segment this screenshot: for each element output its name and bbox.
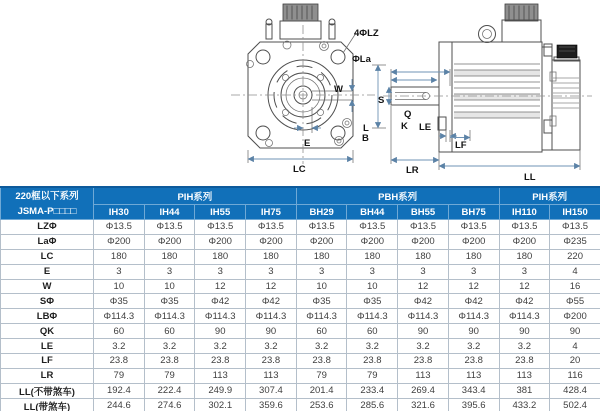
table-row <box>1 234 600 249</box>
dimension-drawing <box>0 0 600 186</box>
cell: Φ42 <box>398 294 449 309</box>
cell: Φ200 <box>550 309 600 324</box>
cell: Φ114.3 <box>195 309 246 324</box>
cell: Φ200 <box>195 234 246 249</box>
cell: Φ42 <box>499 294 550 309</box>
cell: 90 <box>499 324 550 339</box>
column-header: BH29 <box>296 205 347 220</box>
table-row <box>1 324 600 339</box>
cell: 180 <box>144 249 195 264</box>
connector-hatch-side <box>505 4 538 21</box>
cell: 302.1 <box>195 398 246 411</box>
cell: 3.2 <box>499 339 550 354</box>
cell: 3 <box>195 264 246 279</box>
cell: 3 <box>448 264 499 279</box>
cell: Φ114.3 <box>398 309 449 324</box>
cell: 3 <box>296 264 347 279</box>
cell: Φ200 <box>347 234 398 249</box>
label-4lz: 4ΦLZ <box>354 28 379 39</box>
cell: Φ13.5 <box>448 220 499 235</box>
column-header: BH75 <box>448 205 499 220</box>
cell: 3.2 <box>144 339 195 354</box>
cell: Φ42 <box>195 294 246 309</box>
cell: Φ35 <box>296 294 347 309</box>
table-corner-header <box>1 187 94 220</box>
cell: Φ200 <box>398 234 449 249</box>
cell: 12 <box>448 279 499 294</box>
cell: 359.6 <box>246 398 297 411</box>
cell: 79 <box>347 368 398 383</box>
row-label: LL(不带煞车) <box>1 383 94 398</box>
corner-header-line: JSMA-P□□□□ <box>17 205 77 217</box>
column-header: IH30 <box>94 205 145 220</box>
cell: Φ13.5 <box>398 220 449 235</box>
cell: 4 <box>550 339 600 354</box>
cell: Φ42 <box>246 294 297 309</box>
cell: 79 <box>144 368 195 383</box>
cell: 23.8 <box>499 354 550 369</box>
cell: 180 <box>347 249 398 264</box>
cell: 23.8 <box>195 354 246 369</box>
table-row <box>1 354 600 369</box>
cell: 244.6 <box>94 398 145 411</box>
cell: 180 <box>448 249 499 264</box>
cell: 20 <box>550 354 600 369</box>
label-lb-bottom: B <box>362 133 369 144</box>
cell: 10 <box>94 279 145 294</box>
row-label: LE <box>1 339 94 354</box>
column-header: IH55 <box>195 205 246 220</box>
label-la: ΦLa <box>352 54 371 65</box>
cell: Φ114.3 <box>296 309 347 324</box>
cell: 10 <box>347 279 398 294</box>
cell: 12 <box>195 279 246 294</box>
cell: Φ114.3 <box>246 309 297 324</box>
cell: 220 <box>550 249 600 264</box>
cell: 3.2 <box>448 339 499 354</box>
cell: 502.4 <box>550 398 600 411</box>
table-row <box>1 309 600 324</box>
cell: 16 <box>550 279 600 294</box>
cell: 90 <box>550 324 600 339</box>
cell: 3 <box>246 264 297 279</box>
series-group-header: PIH系列 <box>94 187 297 205</box>
cell: Φ35 <box>94 294 145 309</box>
row-label: LBΦ <box>1 309 94 324</box>
cell: Φ13.5 <box>296 220 347 235</box>
cell: Φ13.5 <box>144 220 195 235</box>
cell: 23.8 <box>246 354 297 369</box>
row-label: QK <box>1 324 94 339</box>
lifting-eye <box>479 26 496 43</box>
label-w: W <box>334 84 343 95</box>
cell: 253.6 <box>296 398 347 411</box>
cell: 285.6 <box>347 398 398 411</box>
label-k: K <box>401 121 408 132</box>
cell: 3.2 <box>347 339 398 354</box>
table-row <box>1 264 600 279</box>
label-lb-top: L <box>363 123 369 134</box>
cell: Φ200 <box>296 234 347 249</box>
cell: 274.6 <box>144 398 195 411</box>
cell: 343.4 <box>448 383 499 398</box>
cell: Φ114.3 <box>347 309 398 324</box>
cell: 116 <box>550 368 600 383</box>
cell: Φ13.5 <box>499 220 550 235</box>
cell: 180 <box>499 249 550 264</box>
row-label: W <box>1 279 94 294</box>
cell: 60 <box>347 324 398 339</box>
table-row <box>1 249 600 264</box>
cell: 12 <box>246 279 297 294</box>
cell: 79 <box>94 368 145 383</box>
label-lf: LF <box>455 140 467 151</box>
cell: 90 <box>398 324 449 339</box>
cell: 222.4 <box>144 383 195 398</box>
side-view-drawing <box>372 4 592 170</box>
cell: 3 <box>398 264 449 279</box>
label-e: E <box>304 138 311 149</box>
cell: 180 <box>398 249 449 264</box>
cell: Φ235 <box>550 234 600 249</box>
cell: 23.8 <box>398 354 449 369</box>
cell: Φ55 <box>550 294 600 309</box>
cell: Φ114.3 <box>94 309 145 324</box>
cell: Φ114.3 <box>448 309 499 324</box>
corner-header-line: 220框以下系列 <box>15 190 79 202</box>
cell: 3.2 <box>398 339 449 354</box>
table-row <box>1 368 600 383</box>
cell: 60 <box>144 324 195 339</box>
column-header: IH75 <box>246 205 297 220</box>
cell: 113 <box>195 368 246 383</box>
column-header: BH44 <box>347 205 398 220</box>
cell: 90 <box>246 324 297 339</box>
cell: 113 <box>246 368 297 383</box>
connector-hatch-front <box>283 4 318 21</box>
cell: Φ13.5 <box>347 220 398 235</box>
cell: 249.9 <box>195 383 246 398</box>
cell: 3.2 <box>246 339 297 354</box>
cell: 307.4 <box>246 383 297 398</box>
cell: 3.2 <box>94 339 145 354</box>
cell: 381 <box>499 383 550 398</box>
cell: 113 <box>499 368 550 383</box>
cell: Φ13.5 <box>195 220 246 235</box>
cell: Φ13.5 <box>94 220 145 235</box>
table-row <box>1 294 600 309</box>
cell: 23.8 <box>144 354 195 369</box>
cell: 10 <box>296 279 347 294</box>
cell: Φ200 <box>499 234 550 249</box>
cell: 79 <box>296 368 347 383</box>
series-group-header: PIH系列 <box>499 187 600 205</box>
table-row <box>1 383 600 398</box>
column-header: IH150 <box>550 205 600 220</box>
row-label: LaΦ <box>1 234 94 249</box>
column-header: BH55 <box>398 205 449 220</box>
row-label: LZΦ <box>1 220 94 235</box>
cell: 113 <box>448 368 499 383</box>
row-label: SΦ <box>1 294 94 309</box>
cell: 201.4 <box>296 383 347 398</box>
series-group-header: PBH系列 <box>296 187 499 205</box>
column-header: IH110 <box>499 205 550 220</box>
spec-table <box>0 186 600 411</box>
cell: Φ200 <box>144 234 195 249</box>
cell: 233.4 <box>347 383 398 398</box>
cell: 90 <box>195 324 246 339</box>
cell: 60 <box>94 324 145 339</box>
label-q: Q <box>404 109 412 120</box>
cell: 180 <box>246 249 297 264</box>
cell: 395.6 <box>448 398 499 411</box>
label-le: LE <box>419 122 432 133</box>
row-label: LR <box>1 368 94 383</box>
cell: 3 <box>94 264 145 279</box>
cell: 433.2 <box>499 398 550 411</box>
row-label: E <box>1 264 94 279</box>
cell: 12 <box>398 279 449 294</box>
cell: Φ35 <box>144 294 195 309</box>
cell: 23.8 <box>94 354 145 369</box>
cell: 12 <box>499 279 550 294</box>
label-s: S <box>378 95 385 106</box>
cell: 3.2 <box>195 339 246 354</box>
cell: Φ114.3 <box>144 309 195 324</box>
cell: 3.2 <box>296 339 347 354</box>
cell: 23.8 <box>448 354 499 369</box>
cell: 4 <box>550 264 600 279</box>
cell: 3 <box>144 264 195 279</box>
cell: 180 <box>296 249 347 264</box>
cell: 180 <box>195 249 246 264</box>
cell: 10 <box>144 279 195 294</box>
cell: 60 <box>296 324 347 339</box>
cell: 90 <box>448 324 499 339</box>
row-label: LC <box>1 249 94 264</box>
label-ll: LL <box>524 172 536 183</box>
cell: Φ13.5 <box>550 220 600 235</box>
label-lr: LR <box>406 165 419 176</box>
cell: Φ42 <box>448 294 499 309</box>
table-row <box>1 339 600 354</box>
cell: Φ200 <box>448 234 499 249</box>
cell: Φ35 <box>347 294 398 309</box>
table-row <box>1 398 600 411</box>
table-row <box>1 279 600 294</box>
cell: 3 <box>499 264 550 279</box>
cell: 3 <box>347 264 398 279</box>
cell: 192.4 <box>94 383 145 398</box>
cell: 180 <box>94 249 145 264</box>
row-label: LF <box>1 354 94 369</box>
cell: Φ114.3 <box>499 309 550 324</box>
table-row <box>1 220 600 235</box>
cell: Φ200 <box>246 234 297 249</box>
cell: 269.4 <box>398 383 449 398</box>
row-label: LL(带煞车) <box>1 398 94 411</box>
cell: Φ13.5 <box>246 220 297 235</box>
cell: 113 <box>398 368 449 383</box>
cell: 428.4 <box>550 383 600 398</box>
cell: 23.8 <box>347 354 398 369</box>
label-lc: LC <box>293 164 306 175</box>
cell: Φ200 <box>94 234 145 249</box>
cell: 321.6 <box>398 398 449 411</box>
column-header: IH44 <box>144 205 195 220</box>
cell: 23.8 <box>296 354 347 369</box>
